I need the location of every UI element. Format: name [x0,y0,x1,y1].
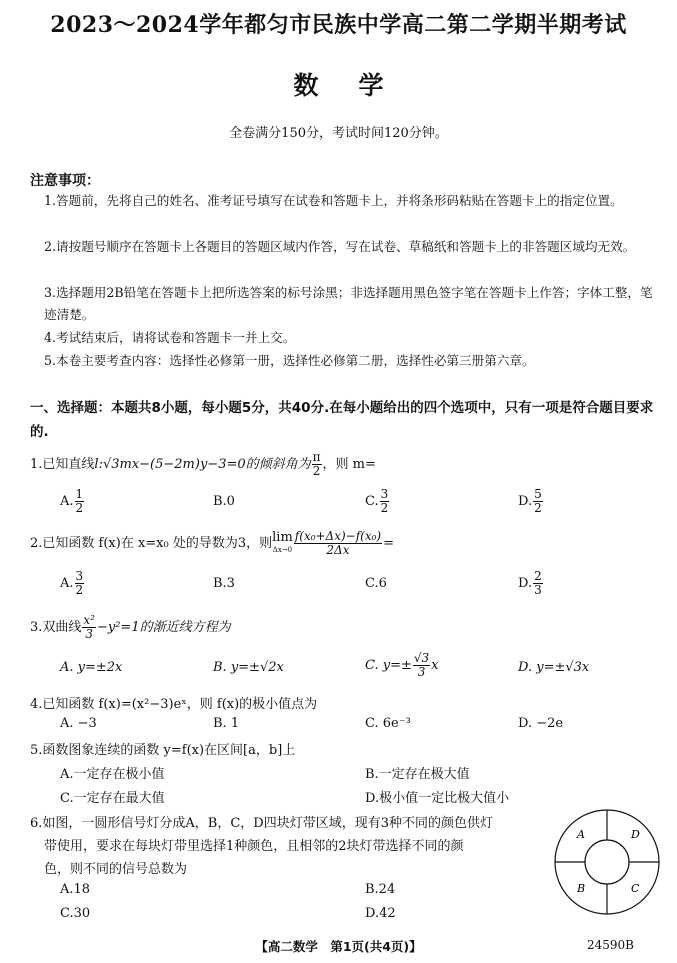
q2-limit: lim Δx→0 [272,529,293,554]
notice-title: 注意事项： [30,173,100,189]
notice-item: 4.考试结束后，请将试卷和答题卡一并上交。 [44,330,296,345]
q2-option-c: C.6 [365,576,387,591]
notice-item: 3.选择题用2B铅笔在答题卡上把所选答案的标号涂黑；非选择题用黑色签字笔在答题卡上作答；字体工整，笔迹清楚。 [44,285,653,322]
exam-info: 全卷满分150分，考试时间120分钟。 [229,126,448,141]
region-label-c: C [631,882,640,895]
notice-item: 5.本卷主要考查内容：选择性必修第一册，选择性必修第二册，选择性必第三册第六章。 [44,353,535,368]
question-6-line-2: 带使用，要求在每块灯带里选择1种颜色，且相邻的2块灯带选择不同的颜 [44,839,464,854]
q4-option-a: A. −3 [60,716,97,731]
q1-option-c: C. $\frac{3}{2}$ [365,487,389,515]
q1-option-d: D. $\frac{5}{2}$ [518,487,542,515]
notice-item: 2.请按题号顺序在答题卡上各题目的答题区域内作答，写在试卷、草稿纸和答题卡上的非答题区域均无效。 [44,239,636,254]
q4-option-b: B. 1 [213,716,240,731]
q2-option-d: D. $\frac{2}{3}$ [518,569,542,597]
q1-stem-end: ，则 m= [322,457,376,472]
q2-stem: 2.已知函数 f(x)在 x=x₀ 处的导数为3，则 [30,536,273,551]
question-6-line-1: 6.如图，一圆形信号灯分成A，B，C，D四块灯带区域，现有3种不同的颜色供灯 [30,816,493,831]
q5-option-a: A.一定存在极小值 [60,767,165,782]
q5-option-c: C.一定存在最大值 [60,791,165,806]
q2-option-b: B.3 [213,576,235,591]
region-label-d: D [631,828,640,841]
q4-option-c: C. 6e⁻³ [365,716,411,731]
q3-option-a: A. y=±2x [60,660,123,675]
q1-prefix: 1.已知直线 [30,457,95,472]
q6-option-d: D.42 [365,906,396,921]
q1-option-b: B.0 [213,494,235,509]
q6-option-c: C.30 [60,906,91,921]
question-1 [30,451,376,478]
signal-light-diagram [553,808,661,916]
q1-option-a: A. $\frac{1}{2}$ [60,487,84,515]
section-heading: 一、选择题：本题共8小题，每小题5分，共40分.在每小题给出的四个选项中，只有一项是符合题目要求的. [30,400,654,440]
subject-title: 数学 [293,71,424,100]
page-footer: 【高二数学 第1页(共4页)】 [255,939,422,954]
q1-stem: l:√3mx−(5−2m)y−3=0的倾斜角为 [94,457,311,472]
question-3: 3.双曲线 $\frac{\text{x²}}{3}$ −y²=1的渐近线方程为 [30,613,231,641]
q1-fraction: $\frac{\pi}{2}$ [312,450,321,478]
q4-option-d: D. −2e [518,716,564,731]
question-2: 2.已知函数 f(x)在 x=x₀ 处的导数为3，则 lim Δx→0 $\frac{\text{f(x₀+Δx)−f(x₀)}}{2\Delta x}$ = [30,529,395,557]
region-label-b: B [577,882,586,895]
exam-title: 2023～2024学年都匀市民族中学高二第二学期半期考试 [50,12,627,38]
question-5: 5.函数图象连续的函数 y=f(x)在区间[a，b]上 [30,743,296,758]
q2-fraction: $\frac{\text{f(x₀+Δx)−f(x₀)}}{2\Delta x}$ [294,529,382,557]
question-6-line-3: 色，则不同的信号总数为 [44,862,188,877]
q2-option-a: A. $\frac{3}{2}$ [60,569,84,597]
q3-fraction: $\frac{\text{x²}}{3}$ [83,613,95,641]
region-label-a: A [577,828,585,841]
q6-option-b: B.24 [365,882,396,897]
notice-item: 1.答题前，先将自己的姓名、准考证号填写在试卷和答题卡上，并将条形码粘贴在答题卡上的指定位置。 [44,193,623,208]
question-4: 4.已知函数 f(x)=(x²−3)eˣ，则 f(x)的极小值点为 [30,697,318,712]
q6-option-a: A.18 [60,882,91,897]
inner-circle [585,840,629,884]
q3-option-c: C. y=± $\frac{√3}{3}$ x [365,651,439,679]
q5-option-d: D.极小值一定比极大值小 [365,791,510,806]
q5-option-b: B.一定存在极大值 [365,767,470,782]
q3-option-d: D. y=±√3x [518,660,590,675]
paper-code: 24590B [587,938,634,952]
q3-option-b: B. y=±√2x [213,660,284,675]
